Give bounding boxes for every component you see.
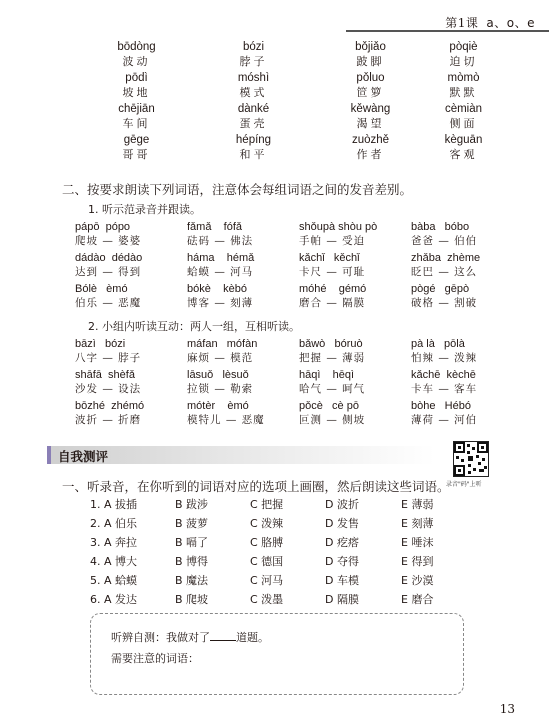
option-choice[interactable]: B 爬坡 [175,593,209,606]
pair-pinyin: lāsuǒ lèsuǒ [187,369,249,381]
word-pinyin: cèmiàn [444,103,483,115]
lesson-letters: a、o、e [486,16,535,30]
word-item [429,71,498,102]
pair-hanzi: 把握 — 薄弱 [299,352,366,364]
option-choice[interactable]: C 河马 [250,574,284,587]
option-choice[interactable]: D 发售 [325,517,359,530]
page-number: 13 [499,702,515,716]
word-hanzi: 坡地 [122,86,151,99]
pair-item [72,337,184,368]
option-choice[interactable]: D 车模 [325,574,359,587]
option-choice[interactable]: 4. A 博大 [90,555,138,568]
option-row [90,515,450,534]
word-item [312,133,429,164]
header-rule [346,30,549,32]
option-choice[interactable]: B 博得 [175,555,209,568]
pair-item [296,220,408,251]
pair-hanzi: 博客 — 刻薄 [187,297,254,309]
option-choice[interactable]: E 薄弱 [401,498,434,511]
word-pinyin: dànké [237,103,270,115]
word-hanzi: 迫切 [449,55,478,68]
option-choice[interactable]: C 把握 [250,498,284,511]
option-choice[interactable]: D 夺得 [325,555,359,568]
pair-hanzi: 破格 — 割破 [411,297,478,309]
pair-pinyin: bōzhé zhémó [75,400,145,412]
pair-pinyin: fǎmǎ fófǎ [187,221,243,233]
pair-pinyin: bǎwò bóruò [299,338,363,350]
pair-hanzi: 蛤蟆 — 河马 [187,266,254,278]
option-choice[interactable]: 3. A 奔拉 [90,536,138,549]
pair-item [408,251,512,282]
pair-hanzi: 爸爸 — 伯伯 [411,235,478,247]
word-pinyin: gēge [123,134,150,146]
pair-hanzi: 模特儿 — 恶魔 [187,414,265,426]
option-choice[interactable]: B 魔法 [175,574,209,587]
word-pinyin: pōdì [125,72,148,84]
option-row [90,553,450,572]
lesson-number: 第1课 [445,16,479,30]
word-hanzi: 模式 [239,86,268,99]
pair-pinyin: pà là pōlà [411,338,465,350]
option-choice[interactable]: E 得到 [401,555,434,568]
pair-hanzi: 沙发 — 设法 [75,383,142,395]
word-pinyin: hépíng [235,134,272,146]
self-eval-line [111,629,269,645]
option-choice[interactable]: E 沙漠 [401,574,434,587]
pair-item [72,368,184,399]
option-choice[interactable]: E 磨合 [401,593,434,606]
pair-item [296,282,408,313]
word-item [195,133,312,164]
word-item [429,40,498,71]
pair-hanzi: 磨合 — 隔膜 [299,297,366,309]
option-choice[interactable]: D 疙瘩 [325,536,359,549]
pair-item [296,251,408,282]
word-grid [78,40,498,164]
pair-pinyin: pápō pópo [75,221,131,233]
page-header [445,14,535,31]
option-choice[interactable]: 5. A 蛤蟆 [90,574,138,587]
pair-pinyin: kǎchǐ kěchǐ [299,252,360,264]
pair-hanzi: 伯乐 — 恶魔 [75,297,142,309]
self-eval-prefix: 听辨自测：我做对了 [111,631,210,644]
pair-pinyin: máfan mófàn [187,338,258,350]
word-hanzi: 蛋壳 [239,117,268,130]
word-item [78,102,195,133]
word-pinyin: zuòzhě [351,134,390,146]
attention-words-label: 需要注意的词语： [111,652,199,665]
pair-item [184,337,296,368]
option-choice[interactable]: 1. A 拔插 [90,498,138,511]
pair-pinyin: mótèr èmó [187,400,249,412]
pair-item [184,251,296,282]
option-choice[interactable]: B 跋涉 [175,498,209,511]
pair-item [296,368,408,399]
word-hanzi: 波动 [122,55,151,68]
word-hanzi: 跛脚 [356,55,385,68]
word-item [312,102,429,133]
option-choice[interactable]: 2. A 伯乐 [90,517,138,530]
option-row [90,572,450,591]
option-row [90,591,450,610]
word-hanzi: 车间 [122,117,151,130]
pair-hanzi: 怕辣 — 泼辣 [411,352,478,364]
section2-sub2: 2. 小组内听读互动：两人一组，互相听读。 [88,320,300,333]
word-item [78,71,195,102]
section2-sub1: 1. 听示范录音并跟读。 [88,203,201,216]
pair-hanzi: 手帕 — 受迫 [299,235,366,247]
pair-pinyin: kǎchē kèchē [411,369,476,381]
option-choice[interactable]: E 唾沫 [401,536,434,549]
option-choice[interactable]: C 德国 [250,555,284,568]
pair-hanzi: 砝码 — 佛法 [187,235,254,247]
pair-grid-1 [72,220,512,313]
word-pinyin: pǒluo [356,72,385,84]
pair-pinyin: móhé gémó [299,283,367,295]
option-choice[interactable]: E 刻薄 [401,517,434,530]
pair-pinyin: bòhe Hébó [411,400,471,412]
pair-pinyin: pǒcè cè pō [299,400,359,412]
pair-item [408,282,512,313]
pair-hanzi: 叵测 — 侧坡 [299,414,366,426]
pair-hanzi: 拉锁 — 勒索 [187,383,254,395]
option-row [90,496,450,515]
word-hanzi: 侧面 [449,117,478,130]
word-hanzi: 渴望 [356,117,385,130]
option-choice[interactable]: 6. A 发达 [90,593,138,606]
pair-hanzi: 达到 — 得到 [75,266,142,278]
qr-caption: 录音"码"上听 [446,481,482,488]
option-choice[interactable]: C 泼墨 [250,593,284,606]
word-pinyin: pòqiè [449,41,478,53]
pair-pinyin: bāzì bózi [75,338,126,350]
word-item [78,40,195,71]
word-hanzi: 作者 [356,148,385,161]
pair-pinyin: zhǎba zhème [411,252,481,264]
pair-item [72,399,184,430]
option-row [90,534,450,553]
pair-item [296,337,408,368]
word-pinyin: bōdòng [117,41,156,53]
pair-hanzi: 卡尺 — 可耻 [299,266,366,278]
pair-item [184,399,296,430]
word-pinyin: bǒjiǎo [355,41,386,53]
option-choice[interactable]: D 隔膜 [325,593,359,606]
word-item [312,71,429,102]
qr-code-icon[interactable] [453,441,489,477]
word-pinyin: kèguān [444,134,483,146]
pair-item [408,337,512,368]
pair-hanzi: 八字 — 脖子 [75,352,142,364]
option-choice[interactable]: B 菠萝 [175,517,209,530]
pair-item [72,251,184,282]
options-table [90,496,450,610]
word-pinyin: kěwàng [350,103,391,115]
pair-pinyin: bàba bóbo [411,221,470,233]
option-choice[interactable]: C 泼辣 [250,517,284,530]
word-hanzi: 客观 [449,148,478,161]
self-test-question: 一、听录音，在你听到的词语对应的选项上画圈，然后朗读这些词语。 [62,479,450,494]
pair-item [408,220,512,251]
pair-hanzi: 爬坡 — 婆婆 [75,235,142,247]
pair-pinyin: pògé gēpò [411,283,470,295]
word-item [195,102,312,133]
self-eval-box [90,613,464,695]
word-item [429,102,498,133]
pair-hanzi: 卡车 — 客车 [411,383,478,395]
word-hanzi: 和平 [239,148,268,161]
pair-hanzi: 波折 — 折磨 [75,414,142,426]
word-hanzi: 脖子 [239,55,268,68]
word-pinyin: mòmò [447,72,480,84]
pair-item [296,399,408,430]
pair-hanzi: 眨巴 — 这么 [411,266,478,278]
self-eval-suffix: 道题。 [236,631,269,644]
word-pinyin: bózi [242,41,265,53]
word-hanzi: 默默 [449,86,478,99]
word-item [195,71,312,102]
word-hanzi: 哥哥 [122,148,151,161]
section2-title: 二、按要求朗读下列词语，注意体会每组词语之间的发音差别。 [62,182,413,197]
option-choice[interactable]: C 胳膊 [250,536,284,549]
pair-item [408,368,512,399]
pair-hanzi: 哈气 — 呵气 [299,383,366,395]
self-test-title: 自我测评 [58,449,109,464]
option-choice[interactable]: D 波折 [325,498,359,511]
word-pinyin: móshì [237,72,270,84]
pair-item [184,220,296,251]
pair-pinyin: bókè kèbó [187,283,247,295]
pair-pinyin: háma hémǎ [187,252,255,264]
pair-item [408,399,512,430]
pair-item [184,282,296,313]
word-item [429,133,498,164]
word-pinyin: chējiān [118,103,155,115]
pair-pinyin: shāfā shèfǎ [75,369,135,381]
self-test-accent [47,446,51,464]
pair-item [72,282,184,313]
word-item [78,133,195,164]
pair-pinyin: hāqì hēqì [299,369,355,381]
word-item [195,40,312,71]
pair-pinyin: Bólè èmó [75,283,128,295]
word-hanzi: 笸箩 [356,86,385,99]
pair-pinyin: dádào dédào [75,252,143,264]
pair-hanzi: 麻烦 — 模范 [187,352,254,364]
pair-pinyin: shǒupà shòu pò [299,221,378,233]
answer-blank[interactable] [210,631,236,641]
pair-hanzi: 薄荷 — 河伯 [411,414,478,426]
option-choice[interactable]: B 嗝了 [175,536,209,549]
pair-grid-2 [72,337,512,430]
word-item [312,40,429,71]
pair-item [184,368,296,399]
pair-item [72,220,184,251]
